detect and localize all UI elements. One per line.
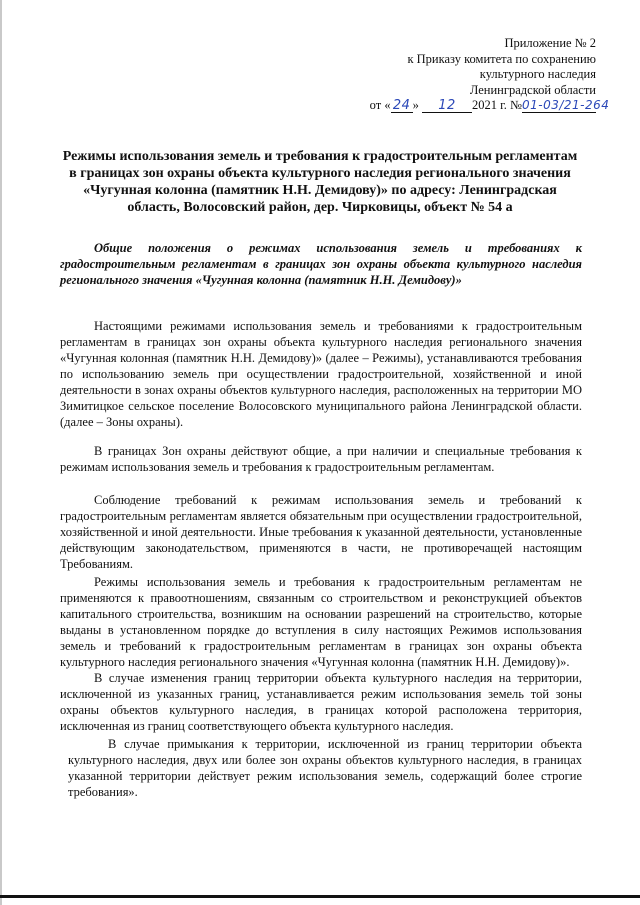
appendix-order-line: к Приказу комитета по сохранению: [407, 51, 596, 66]
appendix-header: [356, 36, 610, 114]
general-provisions-heading: Общие положения о режимах использования земель и требованиях к градостроительным регламентам в границах зон охраны объекта культурного наследия регионального значения «Чугунная колонна (памятник Н.Н. Демидову)»: [60, 241, 582, 287]
appendix-date-line: [356, 98, 610, 114]
paragraph-3: Соблюдение требований к режимам использования земель и требований к градостроительным регламентам является обязательным при осуществлении градостроительной, хозяйственной и иной деятельности. Иные требования к указанной деятельности, установленные действующим законодательством, применяются в части, не противоречащей настоящим Требованиям.: [60, 493, 582, 571]
paragraph-4: Режимы использования земель и требования к градостроительным регламентам не применяются к правоотношениям, связанным со строительством и реконструкцией объектов капитального строительства, возникшим на основании разрешений на строительство, которые выданы в установленном порядке до вступления в силу настоящих Режимов использования земель и требований к градостроительным регламентам в границах зон охраны объекта культурного наследия регионального значения «Чугунная колонна (памятник Н.Н. Демидову)».: [60, 575, 582, 669]
date-year: 2021 г. №: [471, 98, 522, 112]
appendix-committee-line: культурного наследия: [479, 67, 596, 81]
paragraph-6: В случае примыкания к территории, исключенной из границ территории объекта культурного наследия, двух или более зон охраны объектов культурного наследия, в границах указанной территории действует режим использования земель, содержащий более строгие требования».: [68, 737, 582, 799]
date-mid: »: [412, 98, 419, 112]
paragraph-5: В случае изменения границ территории объекта культурного наследия на территории, исключенной из указанных границ, устанавливается режим использования земель той зоны охраны объектов культурного наследия, в границах которой расположена территория, исключенная из границ соответствующего объекта культурного наследия.: [60, 671, 582, 733]
appendix-number: Приложение № 2: [504, 36, 596, 50]
paragraph-2: В границах Зон охраны действуют общие, а при наличии и специальные требования к режимам использования земель и требования к градостроительным регламентам.: [60, 444, 582, 474]
date-prefix: от «: [369, 98, 391, 112]
scan-bottom-line: [0, 895, 640, 898]
order-number: 01-03/21-264: [522, 98, 610, 112]
date-day: 24: [391, 99, 413, 113]
date-month: 12: [422, 99, 472, 113]
paragraph-1: Настоящими режимами использования земель и требованиями к градостроительным регламентам в границах зон охраны объекта культурного наследия регионального значения «Чугунная колонная (памятник Н.Н. Демидову)» (далее – Режимы), устанавливаются требования по использованию земель при осуществлении градостроительной, хозяйственной и иной деятельности в зонах охраны объектов культурного наследия, расположенных на территории МО Зимитицкое сельское поселение Волосовского муниципального района Ленинградской области. (далее – Зоны охраны).: [60, 319, 582, 429]
scan-edge: [0, 0, 2, 905]
document-title: Режимы использования земель и требования к градостроительным регламентам в границах зон охраны объекта культурного наследия регионального значения «Чугунная колонна (памятник Н.Н. Демидову)» по адресу: Ленинградская область, Волосовский район, дер. Чирковицы, объект № 54 а: [62, 149, 578, 215]
appendix-region-line: Ленинградской области: [469, 82, 596, 97]
